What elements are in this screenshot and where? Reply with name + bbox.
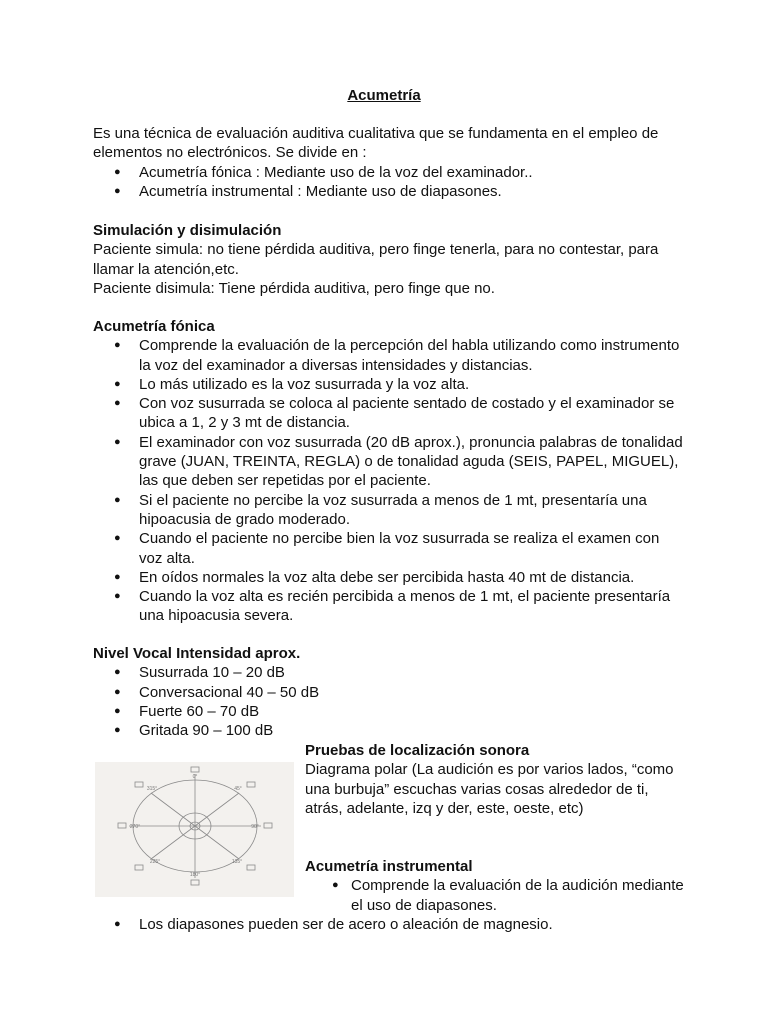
list-item: ● En oídos normales la voz alta debe ser percibida hasta 40 mt de distancia. [93, 568, 683, 587]
intro-section [93, 124, 683, 201]
list-item: ● Si el paciente no percibe la voz susurrada a menos de 1 mt, presentaría una hipoacusia de grado moderado. [93, 491, 683, 530]
nivel-list [93, 663, 683, 740]
instrumental-list [305, 876, 685, 915]
section-heading: Simulación y disimulación [93, 222, 282, 239]
paragraph: Paciente simula: no tiene pérdida auditiva, pero finge tenerla, para no contestar, para llamar la atención,etc. [93, 241, 659, 278]
section-heading: Nivel Vocal Intensidad aprox. [93, 645, 301, 662]
angle-label: 0° [192, 774, 198, 780]
angle-label: 180° [189, 872, 201, 878]
angle-label: 270° [129, 824, 141, 830]
nivel-section [93, 644, 683, 740]
list-item: ● Con voz susurrada se coloca al paciente sentado de costado y el examinador se ubica a 1, 2 y 3 mt de distancia. [93, 394, 683, 433]
section-heading: Acumetría fónica [93, 318, 215, 335]
list-item: ● Lo más utilizado es la voz susurrada y la voz alta. [93, 375, 683, 394]
final-list [93, 915, 683, 934]
page-title: Acumetría [347, 87, 421, 104]
simulacion-section [93, 221, 683, 298]
fonica-list [93, 336, 683, 625]
list-item: ● Susurrada 10 – 20 dB [93, 663, 683, 682]
final-list-section [93, 915, 683, 934]
list-item: ● Cuando la voz alta es recién percibida a menos de 1 mt, el paciente presentaría una hipoacusia severa. [93, 587, 683, 626]
angle-label: 225° [149, 859, 161, 865]
fonica-section [93, 317, 683, 626]
list-item: ● Cuando el paciente no percibe bien la voz susurrada se realiza el examen con voz alta. [93, 529, 683, 568]
list-item: ● Gritada 90 – 100 dB [93, 721, 683, 740]
angle-label: 135° [231, 859, 243, 865]
list-item: ● Comprende la evaluación de la audición mediante el uso de diapasones. [305, 876, 685, 915]
list-item: ● Fuerte 60 – 70 dB [93, 702, 683, 721]
instrumental-section [305, 857, 685, 915]
section-heading: Pruebas de localización sonora [305, 742, 530, 759]
intro-paragraph: Es una técnica de evaluación auditiva cualitativa que se fundamenta en el empleo de elementos no electrónicos. Se divide en : [93, 125, 659, 162]
paragraph: Diagrama polar (La audición es por varios lados, “como una burbuja” escuchas varias cosas alrededor de ti, atrás, adelante, izq y der, este, oeste, etc) [305, 761, 674, 817]
list-item: ● Acumetría fónica : Mediante uso de la voz del examinador.. [93, 163, 683, 182]
pruebas-section [305, 741, 685, 818]
list-item: ● Comprende la evaluación de la percepción del habla utilizando como instrumento la voz del examinador a diversas intensidades y distancias. [93, 336, 683, 375]
angle-label: 90° [251, 824, 259, 830]
section-heading: Acumetría instrumental [305, 858, 473, 875]
list-item: ● Conversacional 40 – 50 dB [93, 683, 683, 702]
polar-diagram-figure [95, 762, 294, 897]
angle-label: 315° [146, 786, 158, 792]
intro-list [93, 163, 683, 202]
angle-label: 45° [234, 786, 242, 792]
list-item: ● Los diapasones pueden ser de acero o aleación de magnesio. [93, 915, 683, 934]
polar-diagram [95, 762, 294, 897]
list-item: ● El examinador con voz susurrada (20 dB aprox.), pronuncia palabras de tonalidad grave (JUAN, TREINTA, REGLA) o de tonalidad aguda (SEIS, PAPEL, MIGUEL), las que deben ser repetidas por el paciente. [93, 433, 683, 491]
paragraph: Paciente disimula: Tiene pérdida auditiva, pero finge que no. [93, 279, 495, 297]
list-item: ● Acumetría instrumental : Mediante uso de diapasones. [93, 182, 683, 201]
